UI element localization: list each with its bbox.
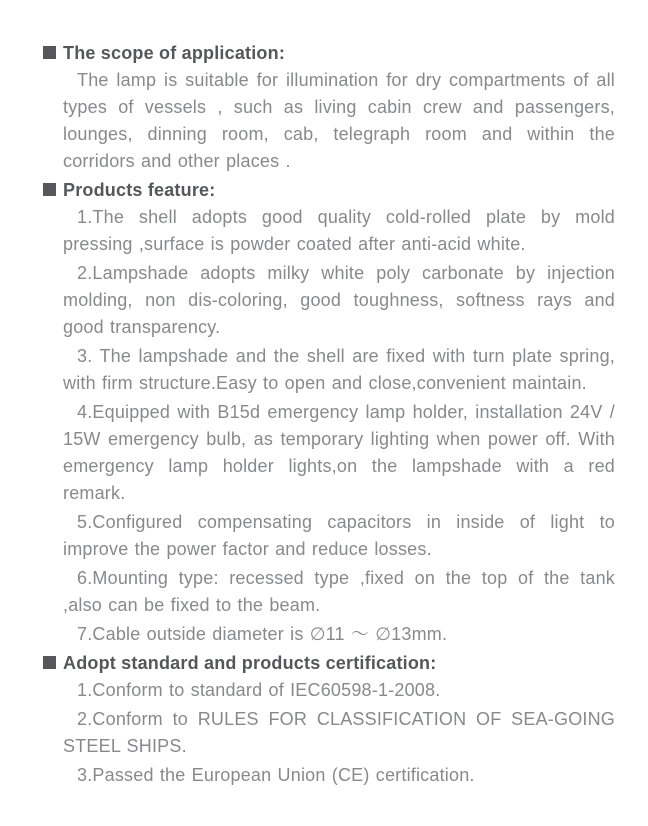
section-heading bbox=[43, 650, 615, 677]
paragraph: 5.Configured compensating capacitors in inside of light to improve the power factor and reduce losses. bbox=[63, 512, 615, 559]
paragraph: 4.Equipped with B15d emergency lamp holder, installation 24V / 15W emergency bulb, as temporary lighting when power off. With emergency lamp holder lights,on the lampshade with a red remark. bbox=[63, 402, 615, 503]
section-scope-of-application bbox=[43, 40, 615, 175]
section-standards-certification bbox=[43, 650, 615, 789]
section-heading-label: Products feature: bbox=[63, 180, 216, 200]
square-bullet-icon bbox=[43, 183, 56, 196]
paragraph: 2.Conform to RULES FOR CLASSIFICATION OF SEA-GOING STEEL SHIPS. bbox=[63, 709, 615, 756]
section-heading-label: Adopt standard and products certification: bbox=[63, 653, 437, 673]
paragraph: The lamp is suitable for illumination for dry compartments of all types of vessels , such as living cabin crew and passengers, lounges, dinning room, cab, telegraph room and within the corridors and other places . bbox=[63, 70, 615, 171]
section-heading-label: The scope of application: bbox=[63, 43, 286, 63]
paragraph: 1.The shell adopts good quality cold-rolled plate by mold pressing ,surface is powder coated after anti-acid white. bbox=[63, 207, 615, 254]
section-products-feature bbox=[43, 177, 615, 648]
paragraph: 3.Passed the European Union (CE) certification. bbox=[77, 765, 475, 785]
square-bullet-icon bbox=[43, 46, 56, 59]
section-heading bbox=[43, 177, 615, 204]
paragraph: 3. The lampshade and the shell are fixed with turn plate spring, with firm structure.Easy to open and close,convenient maintain. bbox=[63, 346, 615, 393]
paragraph: 7.Cable outside diameter is ∅11 ～ ∅13mm. bbox=[77, 624, 448, 644]
paragraph: 6.Mounting type: recessed type ,fixed on the top of the tank ,also can be fixed to the beam. bbox=[63, 568, 615, 615]
square-bullet-icon bbox=[43, 656, 56, 669]
section-heading bbox=[43, 40, 615, 67]
paragraph: 2.Lampshade adopts milky white poly carbonate by injection molding, non dis-coloring, good toughness, softness rays and good transparency. bbox=[63, 263, 615, 337]
paragraph: 1.Conform to standard of IEC60598-1-2008. bbox=[77, 680, 441, 700]
